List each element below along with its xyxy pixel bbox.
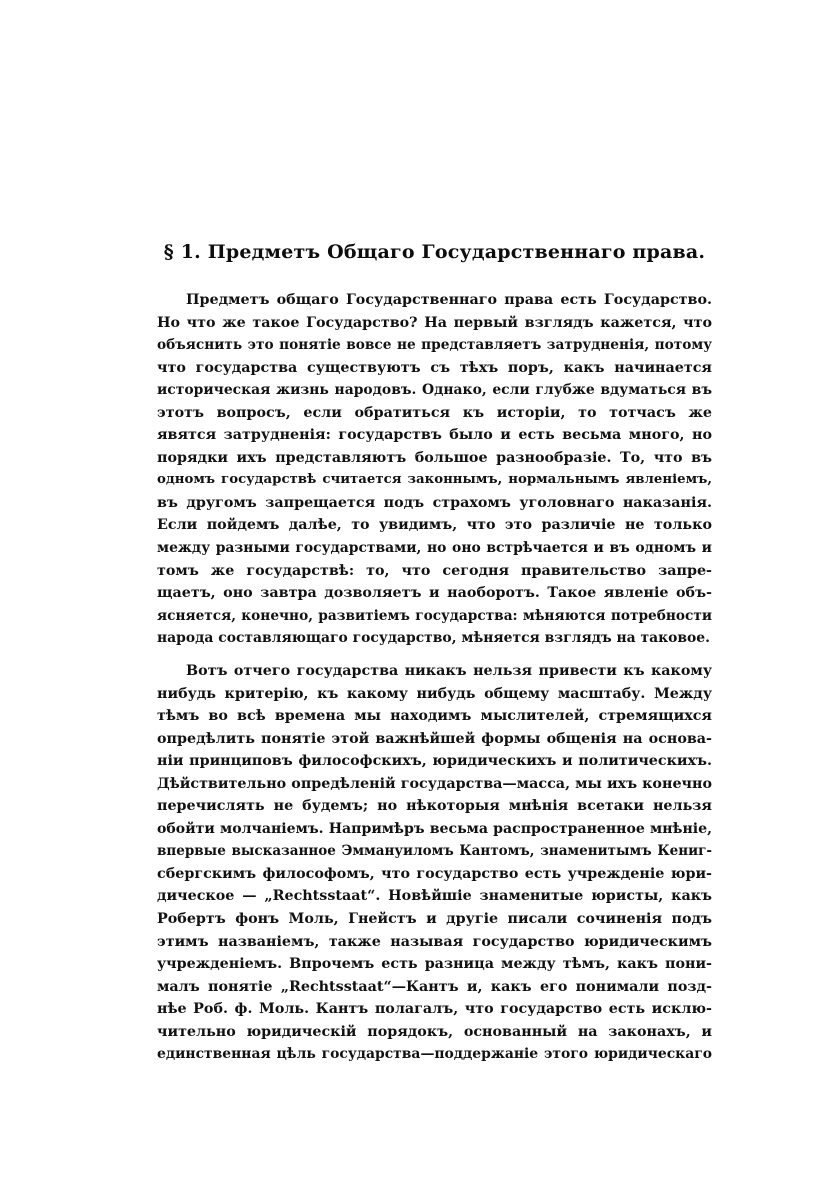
section-heading: § 1. Предметъ Общаго Государственнаго права. (163, 241, 706, 263)
text-line: обойти молчаніемъ. Напримѣръ весьма распространенное мнѣніе, (157, 820, 712, 837)
text-line: ніи принциповъ философскихъ, юридическихъ и политическихъ. (157, 753, 712, 770)
text-line: малъ понятіе „Rechtsstaat“—Кантъ и, какъ его понимали позд- (157, 978, 712, 995)
text-line: дическое — „Rechtsstaat“. Новѣйшіе знаменитые юристы, какъ (157, 888, 712, 905)
text-line: тѣмъ во всѣ времена мы находимъ мыслителей, стремящихся (157, 708, 712, 725)
text-line: въ другомъ запрещается подъ страхомъ уголовнаго наказанія. (157, 494, 712, 511)
paragraph-1 (157, 289, 712, 650)
text-line: Робертъ фонъ Моль, Гнейстъ и другіе писали сочиненія подъ (157, 911, 712, 928)
text-line: нѣе Роб. ф. Моль. Кантъ полагалъ, что государство есть исклю- (157, 1001, 712, 1018)
text-line: опредѣлить понятіе этой важнѣйшей формы общенія на основа- (157, 730, 712, 747)
text-line: этимъ названіемъ, также называя государство юридическимъ (157, 933, 712, 950)
text-line: единственная цѣль государства—поддержаніе этого юридическаго (157, 1046, 712, 1063)
paragraph-2 (157, 660, 712, 1066)
text-line: нибудь критерію, къ какому нибудь общему масштабу. Между (157, 685, 712, 702)
text-line: объяснить это понятіе вовсе не представляетъ затрудненія, потому (157, 337, 712, 354)
text-line: порядки ихъ представляютъ большое разнообразіе. То, что въ (157, 449, 712, 466)
text-line: что государства существуютъ съ тѣхъ поръ, какъ начинается (157, 359, 712, 376)
text-line: щаетъ, оно завтра дозволяетъ и наоборотъ. Такое явленіе объ- (157, 585, 712, 602)
text-line: впервые высказанное Эммануиломъ Кантомъ, знаменитымъ Кениг- (157, 843, 712, 860)
text-line: чительно юридическій порядокъ, основанный на законахъ, и (157, 1023, 712, 1040)
text-line: Если пойдемъ далѣе, то увидимъ, что это различіе не только (157, 517, 712, 534)
text-line: ясняется, конечно, развитіемъ государства: мѣняются потребности (157, 607, 712, 624)
text-line: перечислять не будемъ; но нѣкоторыя мнѣнія всетаки нельзя (157, 798, 712, 815)
text-line: историческая жизнь народовъ. Однако, если глубже вдуматься въ (157, 382, 712, 399)
text-line: одномъ государствѣ считается законнымъ, нормальнымъ явленіемъ, (157, 472, 712, 488)
text-line: этотъ вопросъ, если обратиться къ исторіи, то тотчасъ же (157, 404, 712, 421)
text-line: Но что же такое Государство? На первый взглядъ кажется, что (157, 314, 712, 331)
text-line: учрежденіемъ. Впрочемъ есть разница между тѣмъ, какъ пони- (157, 956, 712, 973)
text-line: явятся затрудненія: государствъ было и есть весьма много, но (157, 427, 712, 444)
text-line: сбергскимъ философомъ, что государство есть учрежденіе юри- (157, 865, 712, 882)
text-line: томъ же государствѣ: то, что сегодня правительство запре- (157, 562, 712, 579)
text-line: народа составляющаго государство, мѣняется взглядъ на таковое. (157, 630, 710, 647)
text-line: между разными государствами, но оно встрѣчается и въ одномъ и (157, 540, 712, 557)
text-line: Дѣйствительно опредѣленій государства—масса, мы ихъ конечно (157, 775, 712, 792)
text-line: Вотъ отчего государства никакъ нельзя привести къ какому (186, 663, 712, 679)
text-line: Предметъ общаго Государственнаго права есть Государство. (186, 292, 712, 308)
